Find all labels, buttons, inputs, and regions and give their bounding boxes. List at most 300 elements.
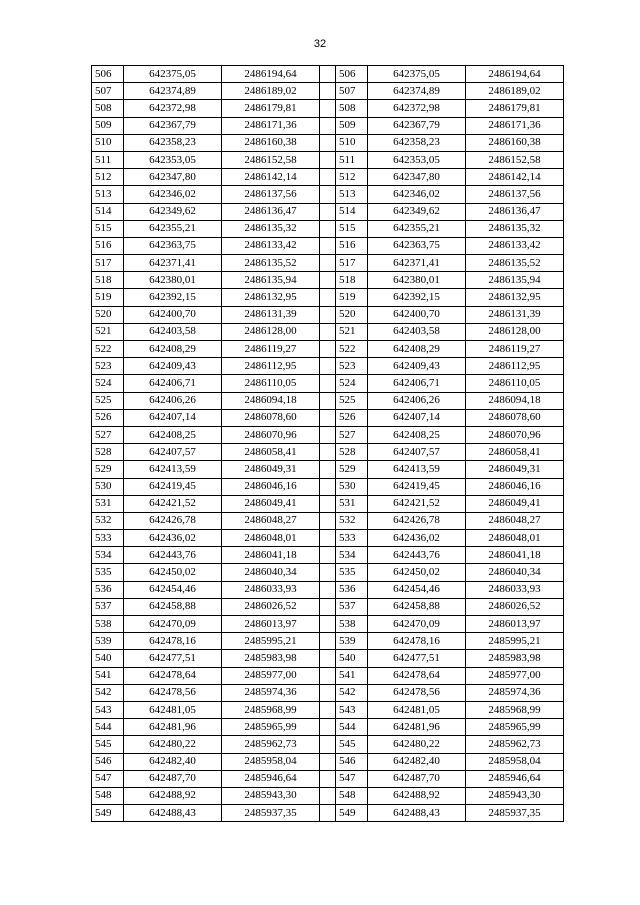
table-row — [92, 341, 564, 358]
y-coordinate-cell: 2485983,98 — [466, 650, 564, 667]
point-number-cell: 519 — [92, 289, 124, 306]
x-coordinate-cell: 642346,02 — [124, 186, 222, 203]
x-coordinate-cell: 642478,64 — [124, 667, 222, 684]
column-gap — [320, 547, 336, 564]
table-row — [92, 392, 564, 409]
point-number-cell: 533 — [336, 530, 368, 547]
x-coordinate-cell: 642481,05 — [124, 701, 222, 718]
point-number-cell: 512 — [336, 169, 368, 186]
point-number-cell: 515 — [92, 220, 124, 237]
y-coordinate-cell: 2486049,41 — [222, 495, 320, 512]
y-coordinate-cell: 2486135,32 — [466, 220, 564, 237]
y-coordinate-cell: 2485983,98 — [222, 650, 320, 667]
y-coordinate-cell: 2485937,35 — [222, 805, 320, 822]
x-coordinate-cell: 642363,75 — [368, 237, 466, 254]
table-row — [92, 719, 564, 736]
column-gap — [320, 169, 336, 186]
table-row — [92, 650, 564, 667]
column-gap — [320, 495, 336, 512]
point-number-cell: 508 — [92, 100, 124, 117]
point-number-cell: 529 — [336, 461, 368, 478]
point-number-cell: 518 — [336, 272, 368, 289]
point-number-cell: 546 — [336, 753, 368, 770]
point-number-cell: 506 — [336, 66, 368, 83]
x-coordinate-cell: 642436,02 — [368, 530, 466, 547]
x-coordinate-cell: 642419,45 — [368, 478, 466, 495]
y-coordinate-cell: 2486136,47 — [466, 203, 564, 220]
x-coordinate-cell: 642349,62 — [368, 203, 466, 220]
column-gap — [320, 151, 336, 168]
y-coordinate-cell: 2486046,16 — [222, 478, 320, 495]
table-row — [92, 289, 564, 306]
column-gap — [320, 512, 336, 529]
point-number-cell: 547 — [336, 770, 368, 787]
y-coordinate-cell: 2486194,64 — [466, 66, 564, 83]
point-number-cell: 521 — [336, 323, 368, 340]
point-number-cell: 524 — [336, 375, 368, 392]
y-coordinate-cell: 2486058,41 — [466, 444, 564, 461]
point-number-cell: 513 — [92, 186, 124, 203]
x-coordinate-cell: 642413,59 — [124, 461, 222, 478]
y-coordinate-cell: 2485958,04 — [466, 753, 564, 770]
x-coordinate-cell: 642392,15 — [124, 289, 222, 306]
table-row — [92, 66, 564, 83]
x-coordinate-cell: 642443,76 — [124, 547, 222, 564]
y-coordinate-cell: 2485937,35 — [466, 805, 564, 822]
y-coordinate-cell: 2485943,30 — [466, 787, 564, 804]
x-coordinate-cell: 642363,75 — [124, 237, 222, 254]
x-coordinate-cell: 642481,05 — [368, 701, 466, 718]
x-coordinate-cell: 642403,58 — [124, 323, 222, 340]
x-coordinate-cell: 642358,23 — [368, 134, 466, 151]
column-gap — [320, 530, 336, 547]
table-row — [92, 323, 564, 340]
point-number-cell: 509 — [92, 117, 124, 134]
table-row — [92, 358, 564, 375]
column-gap — [320, 787, 336, 804]
y-coordinate-cell: 2486128,00 — [466, 323, 564, 340]
point-number-cell: 534 — [92, 547, 124, 564]
y-coordinate-cell: 2486026,52 — [222, 598, 320, 615]
point-number-cell: 535 — [336, 564, 368, 581]
x-coordinate-cell: 642478,64 — [368, 667, 466, 684]
table-row — [92, 100, 564, 117]
column-gap — [320, 323, 336, 340]
x-coordinate-cell: 642487,70 — [368, 770, 466, 787]
y-coordinate-cell: 2486135,94 — [466, 272, 564, 289]
x-coordinate-cell: 642488,92 — [368, 787, 466, 804]
x-coordinate-cell: 642353,05 — [124, 151, 222, 168]
x-coordinate-cell: 642407,14 — [368, 409, 466, 426]
column-gap — [320, 134, 336, 151]
point-number-cell: 528 — [336, 444, 368, 461]
point-number-cell: 518 — [92, 272, 124, 289]
column-gap — [320, 478, 336, 495]
table-row — [92, 495, 564, 512]
point-number-cell: 510 — [336, 134, 368, 151]
point-number-cell: 519 — [336, 289, 368, 306]
y-coordinate-cell: 2485995,21 — [222, 633, 320, 650]
point-number-cell: 539 — [92, 633, 124, 650]
table-row — [92, 581, 564, 598]
column-gap — [320, 719, 336, 736]
point-number-cell: 531 — [92, 495, 124, 512]
x-coordinate-cell: 642488,92 — [124, 787, 222, 804]
y-coordinate-cell: 2485965,99 — [466, 719, 564, 736]
x-coordinate-cell: 642400,70 — [124, 306, 222, 323]
y-coordinate-cell: 2486033,93 — [222, 581, 320, 598]
point-number-cell: 510 — [92, 134, 124, 151]
column-gap — [320, 701, 336, 718]
y-coordinate-cell: 2485943,30 — [222, 787, 320, 804]
column-gap — [320, 306, 336, 323]
point-number-cell: 511 — [92, 151, 124, 168]
y-coordinate-cell: 2485946,64 — [222, 770, 320, 787]
x-coordinate-cell: 642374,89 — [124, 83, 222, 100]
x-coordinate-cell: 642481,96 — [124, 719, 222, 736]
x-coordinate-cell: 642454,46 — [124, 581, 222, 598]
y-coordinate-cell: 2486137,56 — [466, 186, 564, 203]
point-number-cell: 509 — [336, 117, 368, 134]
x-coordinate-cell: 642421,52 — [368, 495, 466, 512]
point-number-cell: 543 — [336, 701, 368, 718]
point-number-cell: 548 — [92, 787, 124, 804]
table-row — [92, 255, 564, 272]
y-coordinate-cell: 2486078,60 — [466, 409, 564, 426]
point-number-cell: 532 — [336, 512, 368, 529]
y-coordinate-cell: 2486189,02 — [466, 83, 564, 100]
table-row — [92, 753, 564, 770]
x-coordinate-cell: 642349,62 — [124, 203, 222, 220]
point-number-cell: 542 — [92, 684, 124, 701]
point-number-cell: 538 — [92, 616, 124, 633]
y-coordinate-cell: 2486049,31 — [222, 461, 320, 478]
x-coordinate-cell: 642367,79 — [368, 117, 466, 134]
y-coordinate-cell: 2486133,42 — [466, 237, 564, 254]
x-coordinate-cell: 642488,43 — [368, 805, 466, 822]
y-coordinate-cell: 2485962,73 — [222, 736, 320, 753]
point-number-cell: 543 — [92, 701, 124, 718]
y-coordinate-cell: 2486112,95 — [466, 358, 564, 375]
y-coordinate-cell: 2486171,36 — [222, 117, 320, 134]
y-coordinate-cell: 2486132,95 — [466, 289, 564, 306]
table-row — [92, 667, 564, 684]
y-coordinate-cell: 2486040,34 — [222, 564, 320, 581]
point-number-cell: 542 — [336, 684, 368, 701]
table-row — [92, 787, 564, 804]
column-gap — [320, 736, 336, 753]
x-coordinate-cell: 642487,70 — [124, 770, 222, 787]
x-coordinate-cell: 642450,02 — [124, 564, 222, 581]
y-coordinate-cell: 2485968,99 — [222, 701, 320, 718]
column-gap — [320, 341, 336, 358]
y-coordinate-cell: 2486135,32 — [222, 220, 320, 237]
page-number: 32 — [313, 38, 327, 50]
column-gap — [320, 444, 336, 461]
column-gap — [320, 100, 336, 117]
point-number-cell: 517 — [92, 255, 124, 272]
point-number-cell: 546 — [92, 753, 124, 770]
x-coordinate-cell: 642347,80 — [124, 169, 222, 186]
x-coordinate-cell: 642407,57 — [124, 444, 222, 461]
point-number-cell: 536 — [336, 581, 368, 598]
y-coordinate-cell: 2486160,38 — [222, 134, 320, 151]
point-number-cell: 515 — [336, 220, 368, 237]
point-number-cell: 530 — [92, 478, 124, 495]
x-coordinate-cell: 642347,80 — [368, 169, 466, 186]
x-coordinate-cell: 642408,29 — [368, 341, 466, 358]
y-coordinate-cell: 2486040,34 — [466, 564, 564, 581]
y-coordinate-cell: 2486131,39 — [222, 306, 320, 323]
x-coordinate-cell: 642480,22 — [368, 736, 466, 753]
point-number-cell: 536 — [92, 581, 124, 598]
x-coordinate-cell: 642470,09 — [124, 616, 222, 633]
table-row — [92, 220, 564, 237]
y-coordinate-cell: 2485946,64 — [466, 770, 564, 787]
y-coordinate-cell: 2486179,81 — [466, 100, 564, 117]
y-coordinate-cell: 2486078,60 — [222, 409, 320, 426]
table-row — [92, 409, 564, 426]
point-number-cell: 511 — [336, 151, 368, 168]
point-number-cell: 524 — [92, 375, 124, 392]
y-coordinate-cell: 2486046,16 — [466, 478, 564, 495]
point-number-cell: 549 — [92, 805, 124, 822]
x-coordinate-cell: 642392,15 — [368, 289, 466, 306]
point-number-cell: 527 — [336, 426, 368, 443]
y-coordinate-cell: 2485965,99 — [222, 719, 320, 736]
point-number-cell: 537 — [92, 598, 124, 615]
table-row — [92, 684, 564, 701]
x-coordinate-cell: 642371,41 — [124, 255, 222, 272]
table-row — [92, 306, 564, 323]
y-coordinate-cell: 2486112,95 — [222, 358, 320, 375]
y-coordinate-cell: 2486189,02 — [222, 83, 320, 100]
y-coordinate-cell: 2486142,14 — [222, 169, 320, 186]
y-coordinate-cell: 2486049,31 — [466, 461, 564, 478]
point-number-cell: 532 — [92, 512, 124, 529]
y-coordinate-cell: 2486119,27 — [222, 341, 320, 358]
point-number-cell: 533 — [92, 530, 124, 547]
x-coordinate-cell: 642408,25 — [368, 426, 466, 443]
y-coordinate-cell: 2486094,18 — [222, 392, 320, 409]
point-number-cell: 549 — [336, 805, 368, 822]
point-number-cell: 512 — [92, 169, 124, 186]
point-number-cell: 517 — [336, 255, 368, 272]
x-coordinate-cell: 642372,98 — [368, 100, 466, 117]
column-gap — [320, 272, 336, 289]
table-row — [92, 461, 564, 478]
x-coordinate-cell: 642371,41 — [368, 255, 466, 272]
y-coordinate-cell: 2486135,94 — [222, 272, 320, 289]
x-coordinate-cell: 642482,40 — [124, 753, 222, 770]
x-coordinate-cell: 642407,57 — [368, 444, 466, 461]
x-coordinate-cell: 642355,21 — [124, 220, 222, 237]
table-row — [92, 633, 564, 650]
x-coordinate-cell: 642400,70 — [368, 306, 466, 323]
x-coordinate-cell: 642470,09 — [368, 616, 466, 633]
y-coordinate-cell: 2486013,97 — [222, 616, 320, 633]
column-gap — [320, 289, 336, 306]
x-coordinate-cell: 642409,43 — [368, 358, 466, 375]
y-coordinate-cell: 2486142,14 — [466, 169, 564, 186]
column-gap — [320, 581, 336, 598]
x-coordinate-cell: 642355,21 — [368, 220, 466, 237]
point-number-cell: 516 — [336, 237, 368, 254]
x-coordinate-cell: 642478,56 — [368, 684, 466, 701]
y-coordinate-cell: 2486152,58 — [222, 151, 320, 168]
x-coordinate-cell: 642380,01 — [124, 272, 222, 289]
point-number-cell: 522 — [92, 341, 124, 358]
point-number-cell: 520 — [336, 306, 368, 323]
y-coordinate-cell: 2486179,81 — [222, 100, 320, 117]
table-row — [92, 186, 564, 203]
column-gap — [320, 633, 336, 650]
x-coordinate-cell: 642478,16 — [124, 633, 222, 650]
y-coordinate-cell: 2486135,52 — [222, 255, 320, 272]
y-coordinate-cell: 2486048,01 — [466, 530, 564, 547]
table-row — [92, 237, 564, 254]
point-number-cell: 507 — [92, 83, 124, 100]
x-coordinate-cell: 642478,16 — [368, 633, 466, 650]
x-coordinate-cell: 642421,52 — [124, 495, 222, 512]
table-row — [92, 426, 564, 443]
y-coordinate-cell: 2485962,73 — [466, 736, 564, 753]
y-coordinate-cell: 2486048,01 — [222, 530, 320, 547]
x-coordinate-cell: 642403,58 — [368, 323, 466, 340]
point-number-cell: 506 — [92, 66, 124, 83]
column-gap — [320, 358, 336, 375]
x-coordinate-cell: 642406,26 — [124, 392, 222, 409]
y-coordinate-cell: 2486171,36 — [466, 117, 564, 134]
point-number-cell: 540 — [336, 650, 368, 667]
x-coordinate-cell: 642367,79 — [124, 117, 222, 134]
table-row — [92, 83, 564, 100]
y-coordinate-cell: 2486137,56 — [222, 186, 320, 203]
x-coordinate-cell: 642413,59 — [368, 461, 466, 478]
table-row — [92, 598, 564, 615]
y-coordinate-cell: 2485995,21 — [466, 633, 564, 650]
x-coordinate-cell: 642375,05 — [124, 66, 222, 83]
y-coordinate-cell: 2485974,36 — [222, 684, 320, 701]
x-coordinate-cell: 642353,05 — [368, 151, 466, 168]
y-coordinate-cell: 2486048,27 — [222, 512, 320, 529]
x-coordinate-cell: 642480,22 — [124, 736, 222, 753]
y-coordinate-cell: 2486094,18 — [466, 392, 564, 409]
point-number-cell: 540 — [92, 650, 124, 667]
x-coordinate-cell: 642450,02 — [368, 564, 466, 581]
point-number-cell: 547 — [92, 770, 124, 787]
point-number-cell: 539 — [336, 633, 368, 650]
point-number-cell: 514 — [336, 203, 368, 220]
column-gap — [320, 753, 336, 770]
table-row — [92, 478, 564, 495]
point-number-cell: 529 — [92, 461, 124, 478]
column-gap — [320, 564, 336, 581]
point-number-cell: 521 — [92, 323, 124, 340]
point-number-cell: 526 — [336, 409, 368, 426]
column-gap — [320, 203, 336, 220]
y-coordinate-cell: 2486160,38 — [466, 134, 564, 151]
point-number-cell: 528 — [92, 444, 124, 461]
column-gap — [320, 186, 336, 203]
point-number-cell: 544 — [92, 719, 124, 736]
point-number-cell: 541 — [336, 667, 368, 684]
coordinates-table — [91, 65, 564, 822]
y-coordinate-cell: 2486070,96 — [466, 426, 564, 443]
y-coordinate-cell: 2486033,93 — [466, 581, 564, 598]
x-coordinate-cell: 642408,29 — [124, 341, 222, 358]
table-row — [92, 805, 564, 822]
point-number-cell: 531 — [336, 495, 368, 512]
y-coordinate-cell: 2486136,47 — [222, 203, 320, 220]
x-coordinate-cell: 642426,78 — [368, 512, 466, 529]
column-gap — [320, 461, 336, 478]
x-coordinate-cell: 642419,45 — [124, 478, 222, 495]
x-coordinate-cell: 642380,01 — [368, 272, 466, 289]
x-coordinate-cell: 642458,88 — [124, 598, 222, 615]
y-coordinate-cell: 2486048,27 — [466, 512, 564, 529]
table-row — [92, 701, 564, 718]
table-row — [92, 169, 564, 186]
y-coordinate-cell: 2486058,41 — [222, 444, 320, 461]
point-number-cell: 513 — [336, 186, 368, 203]
column-gap — [320, 392, 336, 409]
point-number-cell: 544 — [336, 719, 368, 736]
y-coordinate-cell: 2486110,05 — [466, 375, 564, 392]
point-number-cell: 523 — [336, 358, 368, 375]
column-gap — [320, 598, 336, 615]
table-row — [92, 512, 564, 529]
y-coordinate-cell: 2486041,18 — [466, 547, 564, 564]
column-gap — [320, 375, 336, 392]
x-coordinate-cell: 642488,43 — [124, 805, 222, 822]
x-coordinate-cell: 642408,25 — [124, 426, 222, 443]
x-coordinate-cell: 642409,43 — [124, 358, 222, 375]
table-row — [92, 203, 564, 220]
table-row — [92, 616, 564, 633]
point-number-cell: 508 — [336, 100, 368, 117]
y-coordinate-cell: 2486070,96 — [222, 426, 320, 443]
column-gap — [320, 426, 336, 443]
point-number-cell: 507 — [336, 83, 368, 100]
point-number-cell: 530 — [336, 478, 368, 495]
column-gap — [320, 409, 336, 426]
point-number-cell: 545 — [336, 736, 368, 753]
y-coordinate-cell: 2485958,04 — [222, 753, 320, 770]
point-number-cell: 526 — [92, 409, 124, 426]
y-coordinate-cell: 2486132,95 — [222, 289, 320, 306]
coordinates-table-body — [92, 66, 564, 822]
column-gap — [320, 684, 336, 701]
y-coordinate-cell: 2486119,27 — [466, 341, 564, 358]
y-coordinate-cell: 2486194,64 — [222, 66, 320, 83]
point-number-cell: 522 — [336, 341, 368, 358]
point-number-cell: 514 — [92, 203, 124, 220]
point-number-cell: 525 — [92, 392, 124, 409]
x-coordinate-cell: 642436,02 — [124, 530, 222, 547]
point-number-cell: 537 — [336, 598, 368, 615]
column-gap — [320, 770, 336, 787]
table-row — [92, 375, 564, 392]
point-number-cell: 520 — [92, 306, 124, 323]
x-coordinate-cell: 642406,26 — [368, 392, 466, 409]
x-coordinate-cell: 642454,46 — [368, 581, 466, 598]
point-number-cell: 534 — [336, 547, 368, 564]
y-coordinate-cell: 2486110,05 — [222, 375, 320, 392]
x-coordinate-cell: 642407,14 — [124, 409, 222, 426]
y-coordinate-cell: 2485968,99 — [466, 701, 564, 718]
x-coordinate-cell: 642426,78 — [124, 512, 222, 529]
